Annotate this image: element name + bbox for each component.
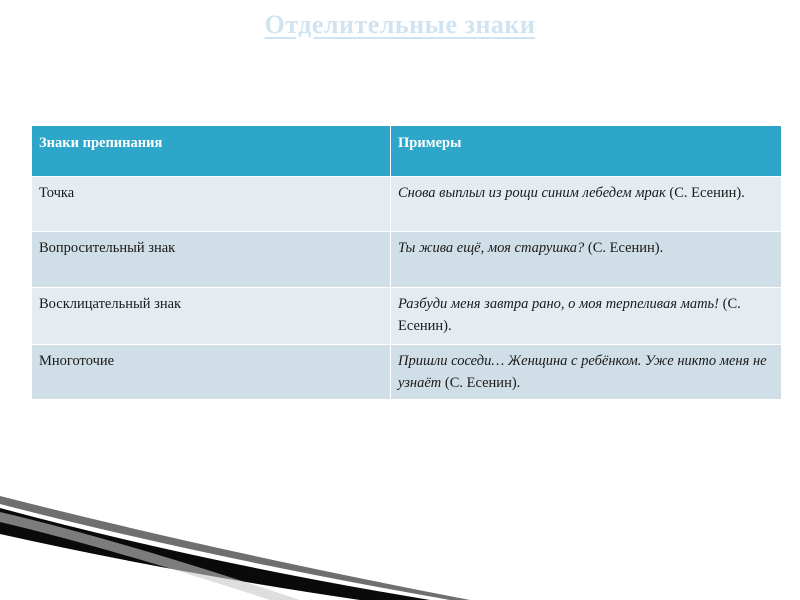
header-marks: Знаки препинания: [32, 126, 391, 177]
mark-cell: Вопросительный знак: [32, 232, 391, 288]
example-cell: [391, 345, 782, 400]
table-row: [32, 288, 782, 345]
mark-cell: Многоточие: [32, 345, 391, 400]
slide-title: Отделительные знаки: [264, 10, 536, 39]
example-source: (С. Есенин).: [441, 375, 521, 391]
example-cell: [391, 288, 782, 345]
table-header-row: [32, 126, 782, 177]
example-source: (С. Есенин).: [665, 185, 745, 201]
table-row: [32, 177, 782, 232]
example-quote: Пришли соседи… Женщина с ребёнком. Уже никто меня не узнаёт: [398, 353, 767, 391]
example-quote: Снова выплыл из рощи синим лебедем мрак: [398, 185, 666, 201]
punctuation-table: [31, 125, 782, 400]
example-cell: [391, 232, 782, 288]
mark-cell: Восклицательный знак: [32, 288, 391, 345]
mark-cell: Точка: [32, 177, 391, 232]
example-quote: Ты жива ещё, моя старушка?: [398, 240, 585, 256]
decorative-swoosh: [0, 490, 800, 600]
example-cell: [391, 177, 782, 232]
header-examples: Примеры: [391, 126, 782, 177]
example-quote: Разбуди меня завтра рано, о моя терпеливая мать!: [398, 296, 719, 312]
example-source: (С. Есенин).: [584, 240, 664, 256]
table-row: [32, 345, 782, 400]
example-source: (С. Есенин).: [398, 296, 741, 334]
table-row: [32, 232, 782, 288]
